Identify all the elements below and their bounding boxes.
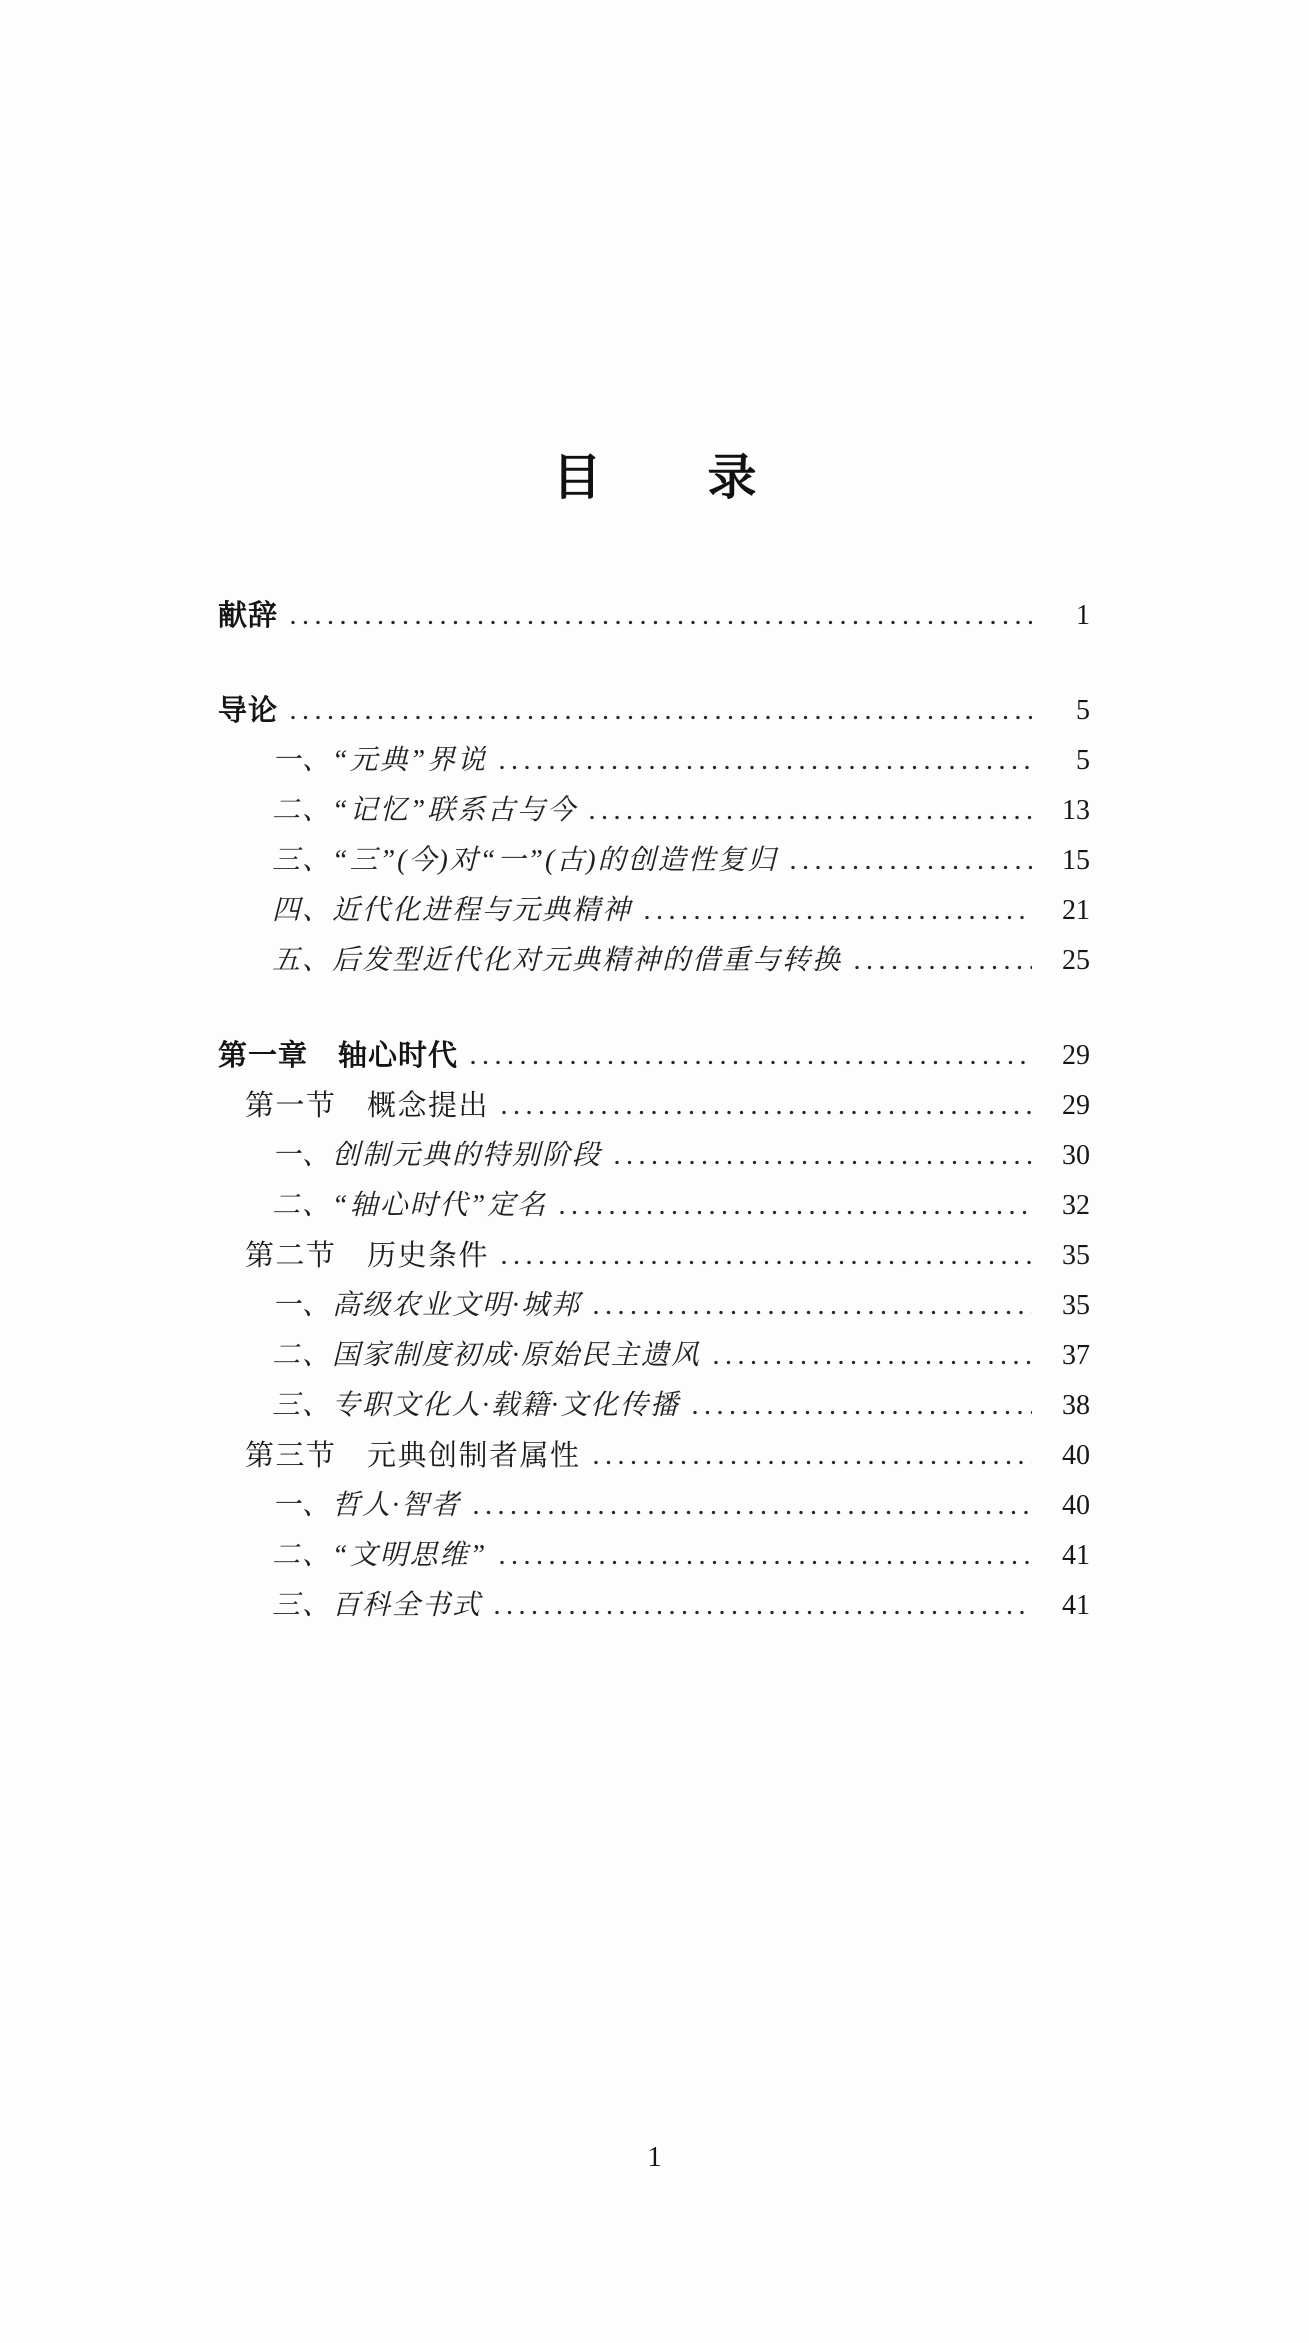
dot-leader — [290, 620, 1032, 625]
dot-leader — [499, 1560, 1032, 1565]
toc-entry — [218, 836, 1090, 886]
toc-entry-label: 第二节 历史条件 — [245, 1240, 490, 1273]
dot-leader — [593, 1310, 1032, 1315]
toc-entry-label: 一、“元典”界说 — [272, 745, 488, 777]
dot-leader — [290, 715, 1032, 720]
toc-entry-page: 25 — [1062, 945, 1090, 977]
dot-leader — [589, 815, 1032, 820]
toc-entry-label: 第三节 元典创制者属性 — [245, 1440, 581, 1473]
toc-entry — [218, 736, 1090, 786]
toc-entry-label: 第一章 轴心时代 — [218, 1040, 459, 1073]
toc-entry-label: 一、创制元典的特别阶段 — [272, 1140, 603, 1172]
toc-entry-page: 5 — [1076, 695, 1090, 727]
toc-entry — [218, 686, 1090, 736]
toc-entry-label: 一、高级农业文明·城邦 — [272, 1290, 582, 1322]
toc-entry-page: 21 — [1062, 895, 1090, 927]
toc-entry-label: 二、国家制度初成·原始民主遗风 — [272, 1340, 702, 1372]
toc-group — [218, 1031, 1090, 1631]
toc-entry — [218, 1381, 1090, 1431]
toc-entry-label: 导论 — [218, 695, 279, 728]
toc-entry — [218, 936, 1090, 986]
toc-entry — [218, 1281, 1090, 1331]
toc-entry-label: 第一节 概念提出 — [245, 1090, 490, 1123]
toc-entry-label: 一、哲人·智者 — [272, 1490, 462, 1522]
dot-leader — [494, 1610, 1032, 1615]
toc-page — [0, 452, 1309, 2343]
dot-leader — [499, 765, 1032, 770]
toc-entry-page: 29 — [1062, 1040, 1090, 1072]
toc-entry-page: 37 — [1062, 1340, 1090, 1372]
toc-entry-page: 29 — [1062, 1090, 1090, 1122]
toc-entry-page: 5 — [1076, 745, 1090, 777]
toc-entry-label: 三、百科全书式 — [272, 1590, 483, 1622]
toc-entry — [218, 1481, 1090, 1531]
toc-entry — [218, 1181, 1090, 1231]
toc-entry-page: 35 — [1062, 1240, 1090, 1272]
dot-leader — [559, 1210, 1032, 1215]
toc-title-char: 目 — [552, 450, 602, 505]
toc-entry-label: 献辞 — [218, 600, 279, 633]
toc-entry — [218, 1431, 1090, 1481]
toc-entry-page: 35 — [1062, 1290, 1090, 1322]
toc-entry-label: 四、近代化进程与元典精神 — [272, 895, 633, 927]
toc-entry — [218, 1331, 1090, 1381]
toc-entry — [218, 1531, 1090, 1581]
dot-leader — [593, 1460, 1032, 1465]
dot-leader — [614, 1160, 1032, 1165]
dot-leader — [854, 965, 1032, 970]
toc-entry-page: 15 — [1062, 845, 1090, 877]
dot-leader — [501, 1260, 1032, 1265]
toc-entry — [218, 1131, 1090, 1181]
toc-entry — [218, 786, 1090, 836]
toc-entry — [218, 1081, 1090, 1131]
toc-entry-page: 30 — [1062, 1140, 1090, 1172]
folio-page-number: 1 — [647, 2142, 662, 2173]
toc-entry-label: 二、“文明思维” — [272, 1540, 488, 1572]
toc-entry — [218, 1031, 1090, 1081]
toc-title — [0, 452, 1309, 503]
dot-leader — [470, 1060, 1032, 1065]
toc-entry-label: 二、“记忆”联系古与今 — [272, 795, 578, 827]
toc-list — [218, 591, 1090, 1631]
dot-leader — [692, 1410, 1032, 1415]
toc-entry-page: 41 — [1062, 1540, 1090, 1572]
dot-leader — [644, 915, 1032, 920]
toc-title-char: 录 — [707, 450, 757, 505]
dot-leader — [501, 1110, 1032, 1115]
toc-entry-page: 41 — [1062, 1590, 1090, 1622]
toc-entry-page: 13 — [1062, 795, 1090, 827]
toc-group — [218, 686, 1090, 986]
dot-leader — [713, 1360, 1032, 1365]
toc-group — [218, 591, 1090, 641]
toc-entry-page: 40 — [1062, 1490, 1090, 1522]
toc-entry-label: 三、专职文化人·载籍·文化传播 — [272, 1390, 681, 1422]
toc-entry — [218, 591, 1090, 641]
toc-entry — [218, 886, 1090, 936]
toc-entry — [218, 1581, 1090, 1631]
toc-entry-page: 32 — [1062, 1190, 1090, 1222]
toc-entry-label: 三、“三”(今)对“一”(古)的创造性复归 — [272, 845, 778, 877]
toc-entry-label: 二、“轴心时代”定名 — [272, 1190, 548, 1222]
toc-entry-page: 40 — [1062, 1440, 1090, 1472]
toc-entry-page: 38 — [1062, 1390, 1090, 1422]
toc-entry-label: 五、后发型近代化对元典精神的借重与转换 — [272, 945, 843, 977]
dot-leader — [473, 1510, 1032, 1515]
toc-entry — [218, 1231, 1090, 1281]
dot-leader — [790, 865, 1032, 870]
toc-entry-page: 1 — [1076, 600, 1090, 632]
